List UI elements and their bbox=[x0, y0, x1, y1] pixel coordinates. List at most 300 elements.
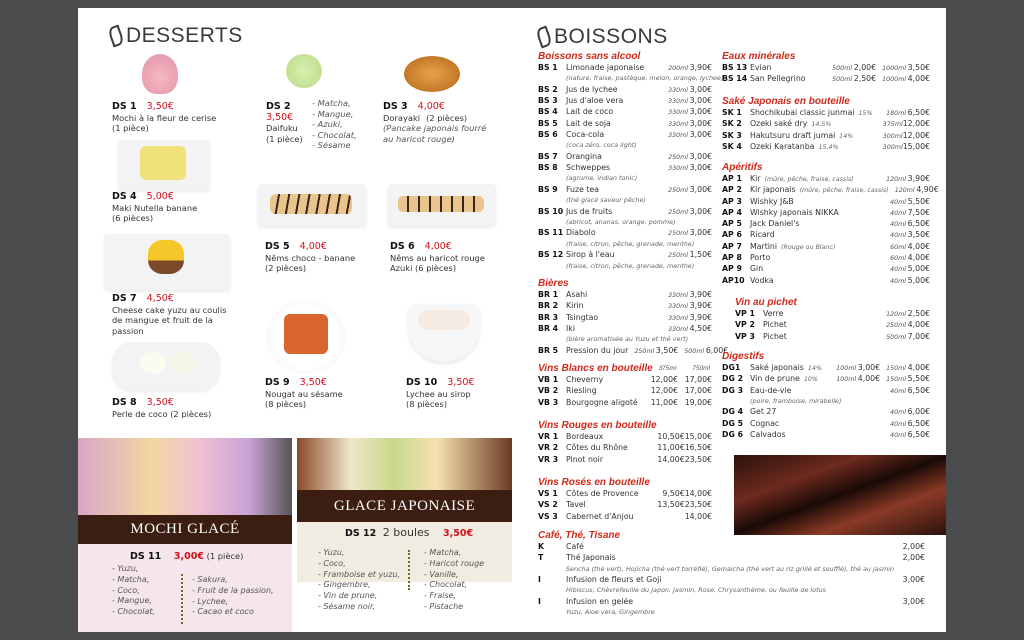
flavor: - Vanille, bbox=[424, 569, 459, 579]
item-volume: 100ml bbox=[836, 365, 857, 372]
item-price: 3,00€ bbox=[689, 107, 712, 117]
item-price: 13,50€ bbox=[657, 500, 685, 510]
item-price: 3,00€ bbox=[173, 551, 204, 562]
flavor: - Mangue, bbox=[312, 108, 354, 119]
item-name: Porto bbox=[750, 253, 771, 263]
flavor: - Gingembre, bbox=[318, 580, 371, 590]
item-price: 3,00€ bbox=[689, 151, 712, 161]
item-volume: 250ml bbox=[634, 347, 655, 355]
drink-row bbox=[538, 63, 712, 74]
drink-row bbox=[538, 130, 712, 141]
item-volume: 40ml bbox=[890, 431, 906, 439]
item-price: 4,00€ bbox=[417, 101, 445, 112]
item-volume: 300ml bbox=[882, 132, 903, 140]
drink-row bbox=[538, 119, 712, 130]
item-code: BS 11 bbox=[538, 228, 564, 238]
section-title bbox=[538, 278, 712, 290]
item-code: AP 9 bbox=[722, 264, 742, 274]
drink-row bbox=[722, 185, 939, 196]
drink-row bbox=[538, 443, 712, 454]
item-extra: (Rouge ou Blanc) bbox=[781, 243, 836, 251]
drink-row bbox=[722, 197, 930, 208]
item-price: 6,00€ bbox=[907, 407, 930, 417]
item-price: 12,00€ bbox=[902, 130, 930, 140]
drink-row bbox=[538, 386, 712, 397]
item-name: San Pellegrino bbox=[750, 74, 806, 84]
item-name-text: Dorayaki bbox=[383, 112, 421, 123]
drink-section bbox=[722, 162, 939, 287]
item-price: 4,00€ bbox=[907, 363, 930, 372]
item-name bbox=[112, 409, 252, 420]
item-name bbox=[390, 253, 500, 264]
item-name: Café bbox=[566, 542, 584, 551]
drink-row bbox=[722, 208, 930, 219]
item-price: 3,00€ bbox=[902, 575, 925, 585]
item-volume: 40ml bbox=[890, 198, 906, 206]
drink-row bbox=[538, 185, 712, 196]
drink-section bbox=[538, 278, 729, 357]
flavor: - Chocolat, bbox=[424, 580, 468, 590]
item-price: 14,00€ bbox=[657, 454, 685, 464]
item-price: 3,90€ bbox=[689, 312, 712, 322]
item-code: VB 2 bbox=[538, 386, 559, 396]
item-price: 3,00€ bbox=[902, 596, 925, 606]
item-code: BS 14 bbox=[722, 74, 748, 84]
item-price: 23,50€ bbox=[684, 454, 712, 464]
drink-row bbox=[538, 313, 712, 324]
drink-row bbox=[538, 553, 925, 564]
item-code: VR 3 bbox=[538, 454, 559, 464]
mochi-flavors-col2 bbox=[192, 575, 274, 618]
item-name: Schweppes bbox=[566, 163, 611, 173]
item-price: 3,50€ bbox=[299, 377, 327, 388]
drink-row bbox=[722, 386, 930, 397]
item-price: 4,00€ bbox=[907, 241, 930, 251]
item-name: Kirin bbox=[566, 301, 584, 311]
item-code: DG 6 bbox=[722, 429, 744, 439]
boissons-title-text: BOISSONS bbox=[554, 25, 668, 48]
flavor: - Chocolat, bbox=[312, 129, 357, 140]
drink-row bbox=[538, 455, 712, 466]
item-volume: 40ml bbox=[890, 387, 906, 395]
wine-bottles-image bbox=[734, 455, 946, 535]
item-note: (8 pièces) bbox=[265, 399, 307, 409]
drink-row bbox=[538, 324, 712, 335]
drink-section bbox=[722, 96, 930, 153]
flavor: - Lychee, bbox=[192, 596, 229, 606]
section-title-text: Café, Thé, Tisane bbox=[538, 530, 621, 541]
item-volume: 500ml bbox=[684, 347, 705, 355]
mochi-flavors-col1 bbox=[112, 564, 155, 618]
item-note: (nature, fraise, pastèque, melon, orange, lychee) bbox=[566, 74, 724, 83]
glace-flavors-col1 bbox=[318, 548, 400, 613]
item-name: Sirop à l'eau bbox=[566, 250, 615, 260]
item-code: BR 2 bbox=[538, 301, 559, 311]
drink-section bbox=[538, 477, 712, 523]
item-price: 11,00€ bbox=[657, 443, 685, 453]
item-price: 4,50€ bbox=[689, 323, 712, 333]
item-name: Asahi bbox=[566, 290, 588, 299]
drink-row bbox=[722, 363, 930, 374]
item-name: Lait de soja bbox=[566, 118, 611, 128]
item-volume: 300ml bbox=[882, 143, 903, 151]
item-name: Kir bbox=[750, 174, 761, 183]
drink-section bbox=[722, 51, 930, 86]
item-name bbox=[383, 113, 493, 124]
item-code: BR 4 bbox=[538, 323, 559, 333]
item-code: DS 5 bbox=[265, 241, 290, 252]
glace-image bbox=[297, 438, 512, 490]
item-price: 12,00€ bbox=[650, 386, 678, 396]
item-note: (fraise, citron, pêche, grenade, menthe) bbox=[566, 261, 695, 270]
item-price: 11,00€ bbox=[650, 397, 678, 407]
item-volume: 40ml bbox=[890, 232, 906, 240]
nems-choco-image bbox=[258, 184, 366, 226]
item-price: 3,00€ bbox=[689, 129, 712, 139]
section-title bbox=[538, 477, 712, 489]
item-name bbox=[112, 113, 232, 124]
dessert-item bbox=[265, 377, 375, 410]
drink-row bbox=[722, 219, 930, 230]
item-price: 4,90€ bbox=[916, 185, 939, 195]
item-volume: 330ml bbox=[668, 98, 688, 106]
item-price: 3,50€ bbox=[655, 345, 679, 355]
maki-nutella-image bbox=[118, 140, 210, 190]
flavor: - Mangue, bbox=[112, 596, 152, 606]
item-code: BS 5 bbox=[538, 118, 558, 128]
item-code: VR 2 bbox=[538, 443, 559, 453]
item-price: 3,00€ bbox=[689, 118, 712, 128]
item-name: Vodka bbox=[750, 275, 774, 285]
item-code: AP10 bbox=[722, 275, 745, 285]
item-note: (6 pièces) bbox=[112, 213, 154, 223]
drink-row bbox=[538, 542, 925, 553]
mochi-sakura-image bbox=[142, 54, 178, 94]
item-volume: 250ml bbox=[668, 208, 688, 216]
leaf-icon bbox=[535, 26, 553, 49]
item-volume: 40ml bbox=[890, 266, 906, 274]
item-name bbox=[112, 305, 232, 337]
section-title-text: Apéritifs bbox=[722, 162, 763, 173]
item-price: 4,00€ bbox=[907, 74, 930, 84]
item-header bbox=[112, 101, 232, 113]
item-price: 15,00€ bbox=[684, 432, 712, 441]
item-code: DS 6 bbox=[390, 241, 415, 252]
item-header bbox=[112, 397, 252, 409]
dessert-item bbox=[390, 241, 500, 274]
item-code: BR 3 bbox=[538, 312, 559, 322]
item-price: 3,00€ bbox=[689, 184, 712, 194]
item-name: Orangina bbox=[566, 151, 602, 161]
item-name-text: Nêms choco - banane bbox=[265, 252, 356, 263]
item-code: DG 4 bbox=[722, 407, 744, 417]
item-price: 5,50€ bbox=[907, 374, 930, 384]
flavor: - Yuzu, bbox=[112, 564, 139, 573]
item-code: VP 2 bbox=[735, 320, 755, 330]
item-volume: 330ml bbox=[668, 86, 688, 94]
item-price: 4,00€ bbox=[907, 253, 930, 263]
item-code: AP 5 bbox=[722, 219, 742, 229]
flavor: - Framboise et yuzu, bbox=[318, 569, 401, 579]
section-title bbox=[722, 96, 930, 108]
drink-row bbox=[538, 163, 712, 174]
item-name: Infusion en gelée bbox=[566, 596, 634, 606]
item-code: DS 11 bbox=[130, 551, 162, 562]
item-volume: 60ml bbox=[890, 255, 906, 263]
item-name-text: Daifuku bbox=[266, 123, 298, 133]
item-price: 3,50€ bbox=[266, 111, 294, 123]
drink-row bbox=[722, 142, 930, 153]
flavor-list bbox=[312, 98, 357, 151]
item-name: Diabolo bbox=[566, 228, 596, 238]
item-note: (1 pièce) bbox=[112, 123, 149, 133]
dessert-item bbox=[266, 98, 357, 150]
item-price: 17,00€ bbox=[684, 386, 712, 396]
item-code: DS 7 bbox=[112, 293, 137, 304]
item-name: Cabernet d'Anjou bbox=[566, 511, 634, 521]
item-price: 5,00€ bbox=[146, 191, 174, 202]
item-code: VS 2 bbox=[538, 500, 558, 510]
item-price: 7,50€ bbox=[907, 207, 930, 217]
section-title bbox=[538, 363, 712, 375]
item-volume: 330ml bbox=[668, 325, 688, 333]
item-code: VR 1 bbox=[538, 432, 559, 441]
drink-section bbox=[538, 530, 925, 619]
drink-row bbox=[735, 320, 930, 331]
item-volume: 150ml bbox=[886, 376, 906, 384]
item-extra: (mûre, pêche, fraise, cassis) bbox=[799, 187, 889, 195]
item-extra: 15,4% bbox=[818, 143, 839, 151]
item-price: 3,90€ bbox=[689, 301, 712, 311]
item-name: Pression du jour bbox=[566, 345, 629, 355]
item-price: 7,00€ bbox=[907, 331, 930, 341]
drink-row bbox=[538, 597, 925, 608]
cheesecake-image bbox=[104, 234, 230, 290]
item-code: AP 4 bbox=[722, 207, 742, 217]
drink-row bbox=[722, 174, 930, 185]
item-name: Gin bbox=[750, 264, 764, 274]
mochi-glace-price-line bbox=[130, 551, 243, 563]
item-note: (1 pièce) bbox=[266, 133, 303, 144]
item-name: Evian bbox=[750, 63, 772, 72]
item-code: VB 1 bbox=[538, 375, 559, 384]
item-name bbox=[266, 123, 316, 134]
item-name: Calvados bbox=[750, 429, 786, 439]
item-volume: 1000ml bbox=[882, 76, 906, 84]
drink-row bbox=[722, 242, 930, 253]
item-name: Get 27 bbox=[750, 407, 777, 417]
item-volume: 250ml bbox=[668, 153, 688, 161]
dessert-item bbox=[406, 377, 516, 410]
section-title-text: Vins Rouges en bouteille bbox=[538, 420, 657, 431]
item-name: Eau-de-vie bbox=[750, 385, 792, 395]
item-code: DS 9 bbox=[265, 377, 290, 388]
drink-section bbox=[735, 297, 930, 343]
item-price: 19,00€ bbox=[684, 397, 712, 407]
item-name: Martini bbox=[750, 241, 778, 251]
item-extra: 14,5% bbox=[811, 121, 832, 129]
item-name bbox=[265, 253, 375, 264]
item-code: AP 7 bbox=[722, 241, 742, 251]
item-code: BR 5 bbox=[538, 345, 559, 355]
drink-row bbox=[538, 500, 712, 511]
item-price: 9,50€ bbox=[662, 489, 685, 498]
item-volume: 40ml bbox=[890, 409, 906, 417]
item-code: DS 10 bbox=[406, 377, 438, 388]
item-note: (8 pièces) bbox=[406, 399, 448, 409]
item-name: Fuze tea bbox=[566, 184, 599, 194]
item-header bbox=[406, 377, 516, 389]
item-code: DS 12 bbox=[345, 528, 377, 539]
drink-row bbox=[722, 253, 930, 264]
flavor: - Coco, bbox=[112, 585, 140, 595]
section-title bbox=[735, 297, 930, 309]
item-code: BS 6 bbox=[538, 129, 558, 139]
item-price: 17,00€ bbox=[684, 375, 712, 384]
item-volume: 500ml bbox=[832, 65, 853, 72]
section-title bbox=[538, 51, 712, 63]
item-name: Pinot noir bbox=[566, 454, 604, 464]
item-name: Infusion de fleurs et Goji bbox=[566, 575, 662, 585]
item-price: 1,50€ bbox=[689, 250, 712, 260]
item-price: 3,00€ bbox=[689, 163, 712, 173]
item-note: Hibiscus, Chèvrefeuille du Japon, Jasmin, Rose, Chrysanthème, ou feuille de lotus bbox=[566, 586, 826, 595]
dessert-item bbox=[112, 293, 232, 336]
item-price: 3,00€ bbox=[689, 228, 712, 238]
section-title-text: Boissons sans alcool bbox=[538, 51, 641, 62]
glace-price-line bbox=[345, 526, 473, 541]
item-name: Hakutsuru draft jumai bbox=[750, 130, 836, 140]
item-code: DG 5 bbox=[722, 418, 744, 428]
item-price: 2,00€ bbox=[853, 63, 877, 72]
boissons-title bbox=[538, 25, 668, 49]
item-extra: 14% bbox=[839, 132, 854, 140]
item-name: Pichet bbox=[763, 331, 787, 341]
drink-row bbox=[722, 119, 930, 130]
item-extra: 10% bbox=[803, 376, 818, 384]
nougat-image bbox=[266, 300, 346, 374]
item-code: DG1 bbox=[722, 363, 741, 372]
item-volume: 500ml bbox=[832, 76, 853, 84]
drink-row bbox=[538, 152, 712, 163]
item-code: BS 9 bbox=[538, 184, 558, 194]
item-code: BS 13 bbox=[722, 63, 748, 72]
section-title-text: Vins Blancs en bouteille bbox=[538, 363, 653, 374]
item-price: 16,50€ bbox=[684, 443, 712, 453]
column-header: 375ml bbox=[658, 365, 677, 372]
item-header bbox=[390, 241, 500, 253]
item-name: Cheverny bbox=[566, 375, 604, 384]
item-price: 6,50€ bbox=[907, 429, 930, 439]
item-code: DS 3 bbox=[383, 101, 408, 112]
item-header bbox=[265, 241, 375, 253]
item-code: BS 4 bbox=[538, 107, 558, 117]
item-note: (fraise, citron, pêche, grenade, menthe) bbox=[566, 239, 695, 248]
item-price: 4,00€ bbox=[424, 241, 452, 252]
drink-row bbox=[722, 230, 930, 241]
flavor: - Pistache bbox=[424, 601, 464, 611]
drink-row bbox=[538, 290, 712, 301]
drink-row bbox=[538, 228, 712, 239]
item-note: Azuki (6 pièces) bbox=[390, 263, 457, 273]
item-name: Limonade japonaise bbox=[566, 63, 645, 72]
item-code: BS 12 bbox=[538, 250, 564, 260]
item-code: DS 8 bbox=[112, 397, 137, 408]
drink-row bbox=[538, 96, 712, 107]
section-title bbox=[722, 351, 930, 363]
flavor: - Matcha, bbox=[424, 548, 462, 557]
item-price: 3,00€ bbox=[689, 206, 712, 216]
item-name: Kir japonais bbox=[750, 185, 796, 195]
item-volume: 250ml bbox=[668, 230, 688, 238]
item-name: Vin de prune bbox=[750, 374, 800, 384]
flavor: - Fraise, bbox=[424, 591, 457, 601]
section-title-text: Digestifs bbox=[722, 351, 765, 362]
flavor: - Matcha, bbox=[312, 98, 351, 108]
item-note: (agrume, indian tonic) bbox=[566, 174, 638, 183]
drink-section bbox=[538, 420, 712, 466]
item-name: Tavel bbox=[566, 500, 586, 510]
item-price: 3,50€ bbox=[447, 377, 475, 388]
item-price: 14,00€ bbox=[684, 511, 712, 521]
item-name: Saké japonais bbox=[750, 363, 804, 372]
drink-row bbox=[722, 63, 930, 74]
item-volume: 330ml bbox=[668, 131, 688, 139]
section-title-text: Vins Rosés en bouteille bbox=[538, 477, 650, 488]
item-price: 6,50€ bbox=[907, 219, 930, 229]
drink-row bbox=[538, 107, 712, 118]
item-note: (thé glacé saveur pêche) bbox=[566, 196, 646, 205]
item-code: BS 2 bbox=[538, 84, 558, 94]
item-code: DG 3 bbox=[722, 385, 744, 395]
item-header bbox=[383, 101, 493, 113]
item-name: Verre bbox=[763, 309, 784, 318]
item-volume: 40ml bbox=[890, 209, 906, 217]
drink-section bbox=[538, 51, 724, 272]
item-price: 12,00€ bbox=[650, 375, 678, 384]
drink-row bbox=[538, 575, 925, 586]
item-volume: 330ml bbox=[668, 314, 688, 322]
item-note: (bière aromatisée au Yuzu et thé vert) bbox=[566, 335, 689, 344]
item-price: 3,90€ bbox=[689, 290, 712, 299]
item-code: I bbox=[538, 575, 541, 585]
flavor: - Yuzu, bbox=[318, 548, 345, 557]
item-name: Wishky J&B bbox=[750, 196, 794, 206]
drink-row bbox=[538, 250, 712, 261]
item-volume: 330ml bbox=[668, 120, 688, 128]
item-extra: (mûre, pêche, fraise, cassis) bbox=[764, 176, 854, 183]
item-qty: (2 pièces) bbox=[426, 112, 468, 123]
item-name: Wishky japonais NIKKA bbox=[750, 207, 839, 217]
item-price: 3,00€ bbox=[689, 96, 712, 106]
dessert-item bbox=[112, 191, 232, 224]
item-price: 5,00€ bbox=[907, 264, 930, 274]
item-name-text: Lychee au sirop bbox=[406, 388, 471, 399]
dessert-item bbox=[265, 241, 375, 274]
item-code: DS 4 bbox=[112, 191, 137, 202]
item-name: Jus de lychee bbox=[566, 84, 618, 94]
item-name-text: Perle de coco (2 pièces) bbox=[112, 408, 212, 419]
item-price: 2,50€ bbox=[853, 74, 877, 84]
item-price: 4,00€ bbox=[857, 374, 881, 384]
item-volume: 500ml bbox=[886, 333, 906, 341]
mochi-glace-title: MOCHI GLACÉ bbox=[78, 515, 292, 544]
item-note: (2 pièces) bbox=[265, 263, 307, 273]
item-price: 3,90€ bbox=[689, 63, 712, 72]
item-code: BS 1 bbox=[538, 63, 558, 72]
item-price: 4,00€ bbox=[907, 320, 930, 330]
item-header bbox=[112, 293, 232, 305]
